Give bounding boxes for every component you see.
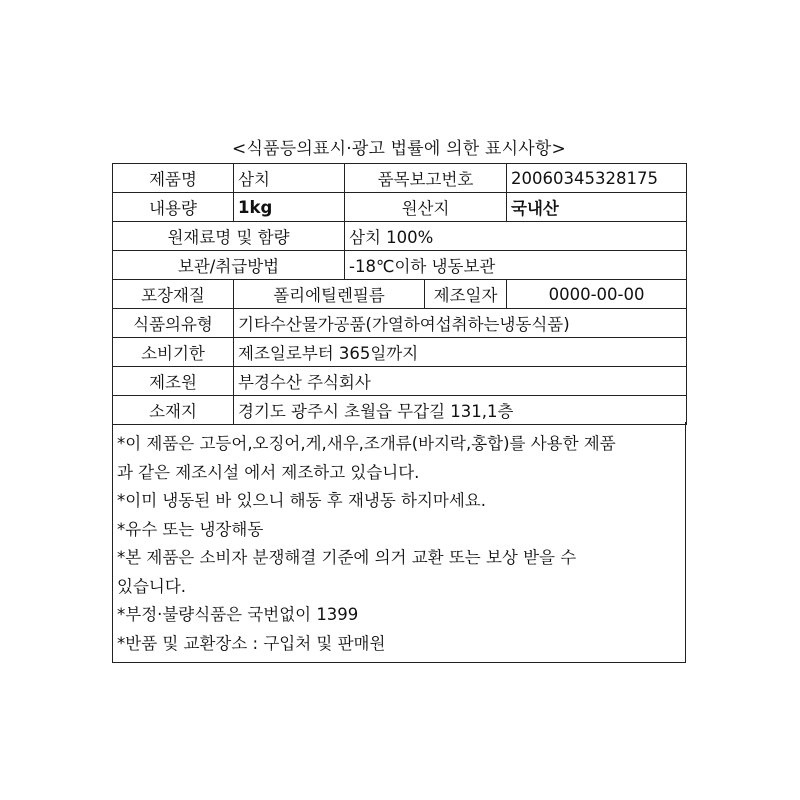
packaging-value: 폴리에틸렌필름 [234, 280, 425, 309]
table-row [113, 280, 687, 309]
table-row [113, 222, 687, 251]
note-line: *이 제품은 고등어,오징어,게,새우,조개류(바지락,홍합)를 사용한 제품 [117, 434, 616, 453]
origin-label: 원산지 [345, 193, 507, 222]
content-value: 1kg [234, 193, 345, 222]
product-info-table [112, 163, 687, 425]
notes-box [112, 422, 686, 663]
mfg-date-value: 0000-00-00 [507, 280, 687, 309]
note-line: *유수 또는 냉장해동 [117, 519, 264, 539]
ingredients-value: 삼치 100% [345, 222, 687, 251]
table-row [113, 367, 687, 396]
report-no-value: 20060345328175 [507, 164, 687, 193]
note-line: *본 제품은 소비자 분쟁해결 기준에 의거 교환 또는 보상 받을 수 [117, 548, 577, 567]
food-type-value: 기타수산물가공품(가열하여섭취하는냉동식품) [234, 309, 687, 338]
manufacturer-value: 부경수산 주식회사 [234, 367, 687, 396]
origin-value: 국내산 [507, 193, 687, 222]
note-line: 있습니다. [117, 576, 187, 596]
note-line: *부정·불량식품은 국번없이 1399 [117, 605, 359, 624]
ingredients-label: 원재료명 및 함량 [113, 222, 345, 251]
product-name-value: 삼치 [234, 164, 345, 193]
expiry-label: 소비기한 [113, 338, 234, 367]
mfg-date-label: 제조일자 [425, 280, 507, 309]
report-no-label: 품목보고번호 [345, 164, 507, 193]
table-row [113, 396, 687, 425]
storage-value: -18℃이하 냉동보관 [345, 251, 687, 280]
table-row [113, 251, 687, 280]
address-label: 소재지 [113, 396, 234, 425]
content-label: 내용량 [113, 193, 234, 222]
storage-label: 보관/취급방법 [113, 251, 345, 280]
manufacturer-label: 제조원 [113, 367, 234, 396]
table-row [113, 309, 687, 338]
note-line: *반품 및 교환장소 : 구입처 및 판매원 [117, 633, 386, 653]
note-line: *이미 냉동된 바 있으니 해동 후 재냉동 하지마세요. [117, 491, 486, 510]
table-row [113, 164, 687, 193]
expiry-value: 제조일로부터 365일까지 [234, 338, 687, 367]
address-value: 경기도 광주시 초월읍 무갑길 131,1층 [234, 396, 687, 425]
packaging-label: 포장재질 [113, 280, 234, 309]
note-line: 과 같은 제조시설 에서 제조하고 있습니다. [117, 462, 420, 482]
product-name-label: 제품명 [113, 164, 234, 193]
table-row [113, 338, 687, 367]
table-row [113, 193, 687, 222]
label-heading: <식품등의표시·광고 법률에 의한 표시사항> [232, 139, 566, 159]
food-type-label: 식품의유형 [113, 309, 234, 338]
